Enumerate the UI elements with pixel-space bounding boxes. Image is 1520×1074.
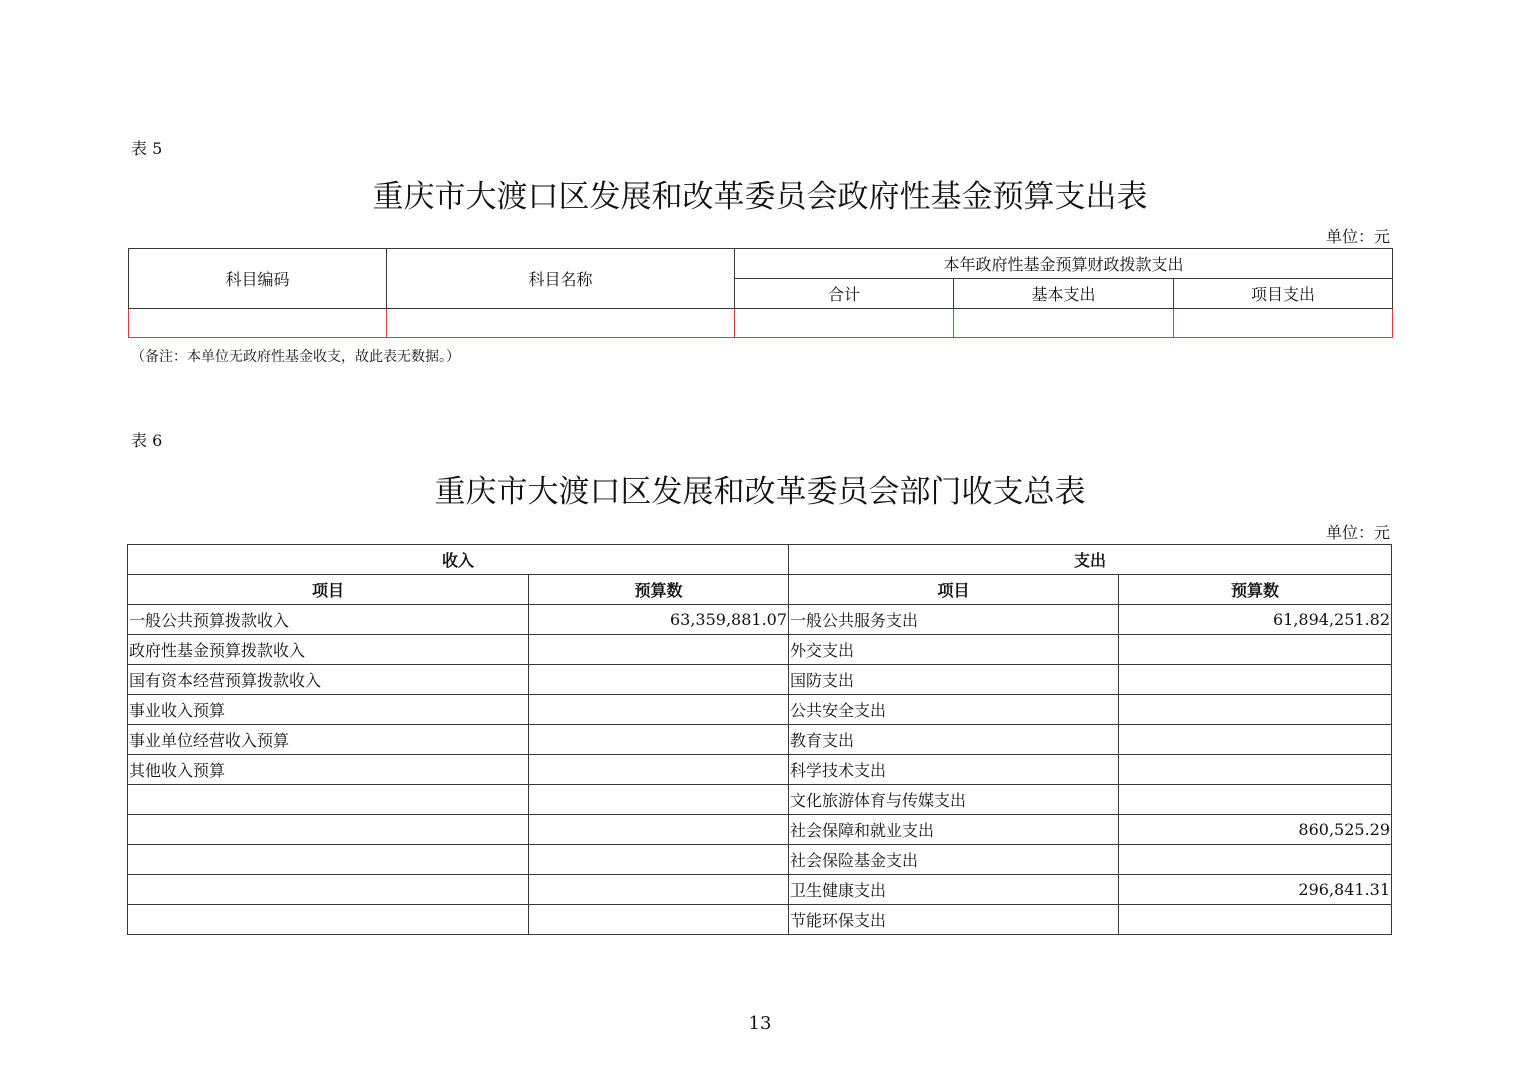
header-income-budget: 预算数 bbox=[529, 575, 789, 605]
table-row bbox=[128, 755, 1392, 785]
income-item-cell bbox=[128, 845, 529, 875]
income-budget-cell bbox=[529, 785, 789, 815]
income-budget-cell bbox=[529, 725, 789, 755]
expense-item-cell: 国防支出 bbox=[789, 665, 1119, 695]
table-row bbox=[128, 785, 1392, 815]
income-budget-cell bbox=[529, 905, 789, 935]
income-item-cell: 国有资本经营预算拨款收入 bbox=[128, 665, 529, 695]
table-row bbox=[129, 309, 1393, 338]
expense-budget-cell bbox=[1119, 845, 1392, 875]
table-row bbox=[128, 815, 1392, 845]
income-item-cell bbox=[128, 785, 529, 815]
income-budget-cell bbox=[529, 815, 789, 845]
table5-title: 重庆市大渡口区发展和改革委员会政府性基金预算支出表 bbox=[372, 179, 1148, 215]
table-row bbox=[128, 725, 1392, 755]
expense-item-cell: 教育支出 bbox=[789, 725, 1119, 755]
header-total: 合计 bbox=[735, 279, 954, 309]
table-row bbox=[128, 635, 1392, 665]
income-budget-cell bbox=[529, 875, 789, 905]
table6 bbox=[127, 544, 1392, 935]
income-item-cell bbox=[128, 875, 529, 905]
expense-item-cell: 一般公共服务支出 bbox=[789, 605, 1119, 635]
table5 bbox=[128, 248, 1393, 338]
empty-cell bbox=[954, 309, 1174, 338]
expense-budget-cell bbox=[1119, 725, 1392, 755]
header-project: 项目支出 bbox=[1174, 279, 1393, 309]
header-expense-budget: 预算数 bbox=[1119, 575, 1392, 605]
header-basic: 基本支出 bbox=[954, 279, 1174, 309]
header-expense-item: 项目 bbox=[789, 575, 1119, 605]
income-budget-cell bbox=[529, 665, 789, 695]
income-budget-cell: 63,359,881.07 bbox=[529, 605, 789, 635]
table6-title: 重庆市大渡口区发展和改革委员会部门收支总表 bbox=[434, 474, 1086, 510]
income-item-cell: 事业收入预算 bbox=[128, 695, 529, 725]
income-item-cell: 一般公共预算拨款收入 bbox=[128, 605, 529, 635]
table6-body bbox=[128, 605, 1392, 935]
table6-label: 表 6 bbox=[131, 431, 163, 450]
expense-budget-cell bbox=[1119, 635, 1392, 665]
table5-label: 表 5 bbox=[131, 139, 163, 158]
expense-budget-cell bbox=[1119, 785, 1392, 815]
expense-item-cell: 外交支出 bbox=[789, 635, 1119, 665]
expense-budget-cell bbox=[1119, 695, 1392, 725]
expense-budget-cell: 296,841.31 bbox=[1119, 875, 1392, 905]
table-row bbox=[128, 905, 1392, 935]
empty-cell bbox=[387, 309, 735, 338]
income-item-cell: 事业单位经营收入预算 bbox=[128, 725, 529, 755]
table6-unit: 单位：元 bbox=[1325, 523, 1390, 542]
expense-item-cell: 社会保障和就业支出 bbox=[789, 815, 1119, 845]
header-expense: 支出 bbox=[789, 545, 1392, 575]
table5-unit: 单位：元 bbox=[1325, 227, 1390, 246]
income-budget-cell bbox=[529, 755, 789, 785]
page-number: 13 bbox=[748, 1013, 772, 1034]
header-name: 科目名称 bbox=[387, 249, 735, 309]
table5-note: （备注：本单位无政府性基金收支，故此表无数据。） bbox=[131, 349, 460, 365]
expense-item-cell: 社会保险基金支出 bbox=[789, 845, 1119, 875]
income-budget-cell bbox=[529, 635, 789, 665]
income-item-cell: 其他收入预算 bbox=[128, 755, 529, 785]
header-group: 本年政府性基金预算财政拨款支出 bbox=[735, 249, 1393, 279]
expense-budget-cell: 860,525.29 bbox=[1119, 815, 1392, 845]
expense-budget-cell: 61,894,251.82 bbox=[1119, 605, 1392, 635]
header-income-item: 项目 bbox=[128, 575, 529, 605]
income-item-cell bbox=[128, 905, 529, 935]
income-budget-cell bbox=[529, 845, 789, 875]
expense-item-cell: 公共安全支出 bbox=[789, 695, 1119, 725]
table-row bbox=[128, 875, 1392, 905]
expense-budget-cell bbox=[1119, 905, 1392, 935]
empty-cell bbox=[129, 309, 387, 338]
header-income: 收入 bbox=[128, 545, 789, 575]
income-item-cell: 政府性基金预算拨款收入 bbox=[128, 635, 529, 665]
empty-cell bbox=[735, 309, 954, 338]
income-item-cell bbox=[128, 815, 529, 845]
expense-item-cell: 节能环保支出 bbox=[789, 905, 1119, 935]
header-code: 科目编码 bbox=[129, 249, 387, 309]
table-row bbox=[128, 605, 1392, 635]
empty-cell bbox=[1174, 309, 1393, 338]
expense-budget-cell bbox=[1119, 665, 1392, 695]
table-row bbox=[128, 695, 1392, 725]
expense-item-cell: 卫生健康支出 bbox=[789, 875, 1119, 905]
table-row bbox=[128, 665, 1392, 695]
expense-budget-cell bbox=[1119, 755, 1392, 785]
expense-item-cell: 文化旅游体育与传媒支出 bbox=[789, 785, 1119, 815]
income-budget-cell bbox=[529, 695, 789, 725]
table-row bbox=[128, 845, 1392, 875]
expense-item-cell: 科学技术支出 bbox=[789, 755, 1119, 785]
